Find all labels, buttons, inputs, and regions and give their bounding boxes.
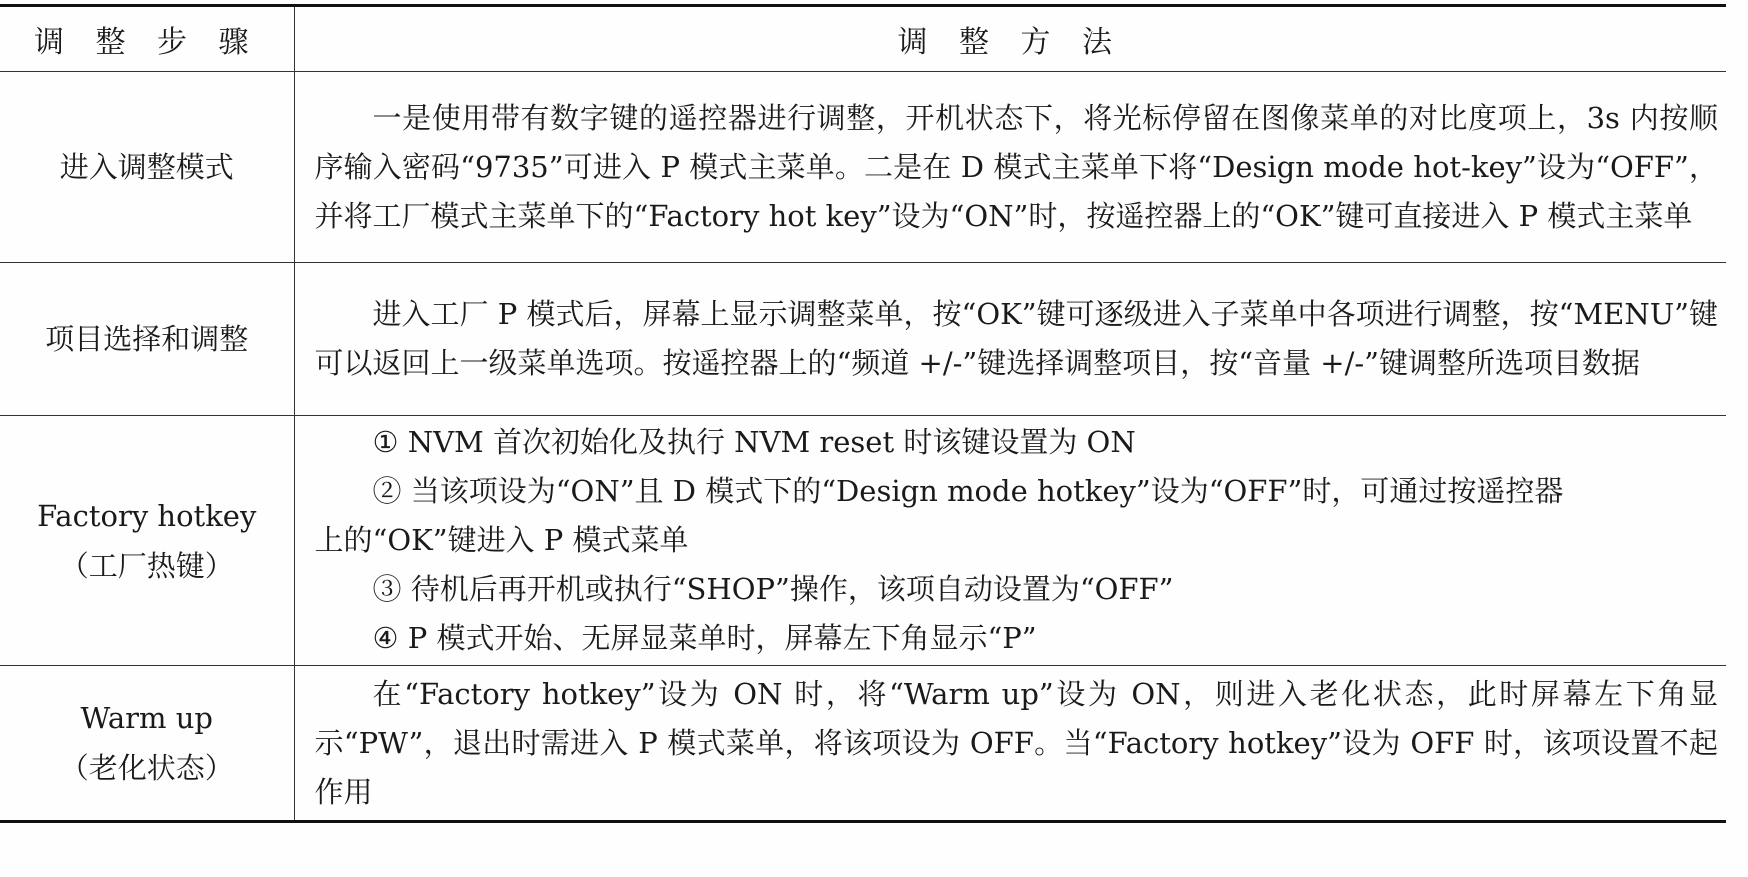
row-label-line: 进入调整模式 — [59, 150, 234, 184]
row-method — [294, 666, 1726, 822]
row-label-line: 项目选择和调整 — [45, 322, 249, 356]
adjustment-table — [0, 4, 1726, 823]
table-row — [0, 72, 1726, 263]
method-text: 进入工厂 P 模式后，屏幕上显示调整菜单，按“OK”键可逐级进入子菜单中各项进行调整，按“MENU”键可以返回上一级菜单选项。按遥控器上的“频道 +/-”键选择调整项目，按“音量 +/-”键调整所选项目数据 — [314, 297, 1718, 380]
method-text: 在“Factory hotkey”设为 ON 时，将“Warm up”设为 ON，则进入老化状态，此时屏幕左下角显示“PW”，退出时需进入 P 模式菜单，将该项设为 OFF。当“Factory hotkey”设为 OFF 时，该项设置不起作用 — [314, 676, 1718, 809]
method-item-2: ② 当该项设为“ON”且 D 模式下的“Design mode hotkey”设为“OFF”时，可通过按遥控器 — [372, 474, 1564, 508]
row-label-line: （老化状态） — [59, 751, 234, 785]
row-label-line: Factory hotkey — [37, 498, 257, 533]
row-label-line: Warm up — [80, 701, 213, 735]
row-method — [294, 416, 1726, 666]
row-label — [0, 666, 294, 822]
header-method: 调 整 方 法 — [294, 6, 1726, 72]
header-row — [0, 6, 1726, 72]
row-label — [0, 263, 294, 416]
row-label — [0, 72, 294, 263]
row-label — [0, 416, 294, 666]
table-row — [0, 666, 1726, 822]
header-step: 调 整 步 骤 — [0, 6, 294, 72]
method-item-3: ③ 待机后再开机或执行“SHOP”操作，该项自动设置为“OFF” — [372, 572, 1174, 606]
method-item-1: ① NVM 首次初始化及执行 NVM reset 时该键设置为 ON — [372, 425, 1136, 459]
method-item-2-continued: 上的“OK”键进入 P 模式菜单 — [314, 523, 689, 557]
table-header — [0, 6, 1726, 72]
row-method — [294, 263, 1726, 416]
table-row — [0, 263, 1726, 416]
method-item-4: ④ P 模式开始、无屏显菜单时，屏幕左下角显示“P” — [372, 621, 1037, 655]
row-method — [294, 72, 1726, 263]
row-label-line: （工厂热键） — [59, 548, 234, 583]
method-text: 一是使用带有数字键的遥控器进行调整，开机状态下，将光标停留在图像菜单的对比度项上，3s 内按顺序输入密码“9735”可进入 P 模式主菜单。二是在 D 模式主菜单下将“Design mode hot-key”设为“OFF”，并将工厂模式主菜单下的“Factory hot key”设为“ON”时，按遥控器上的“OK”键可直接进入 P 模式主菜单 — [314, 100, 1718, 233]
table-body — [0, 72, 1726, 822]
table-row — [0, 416, 1726, 666]
